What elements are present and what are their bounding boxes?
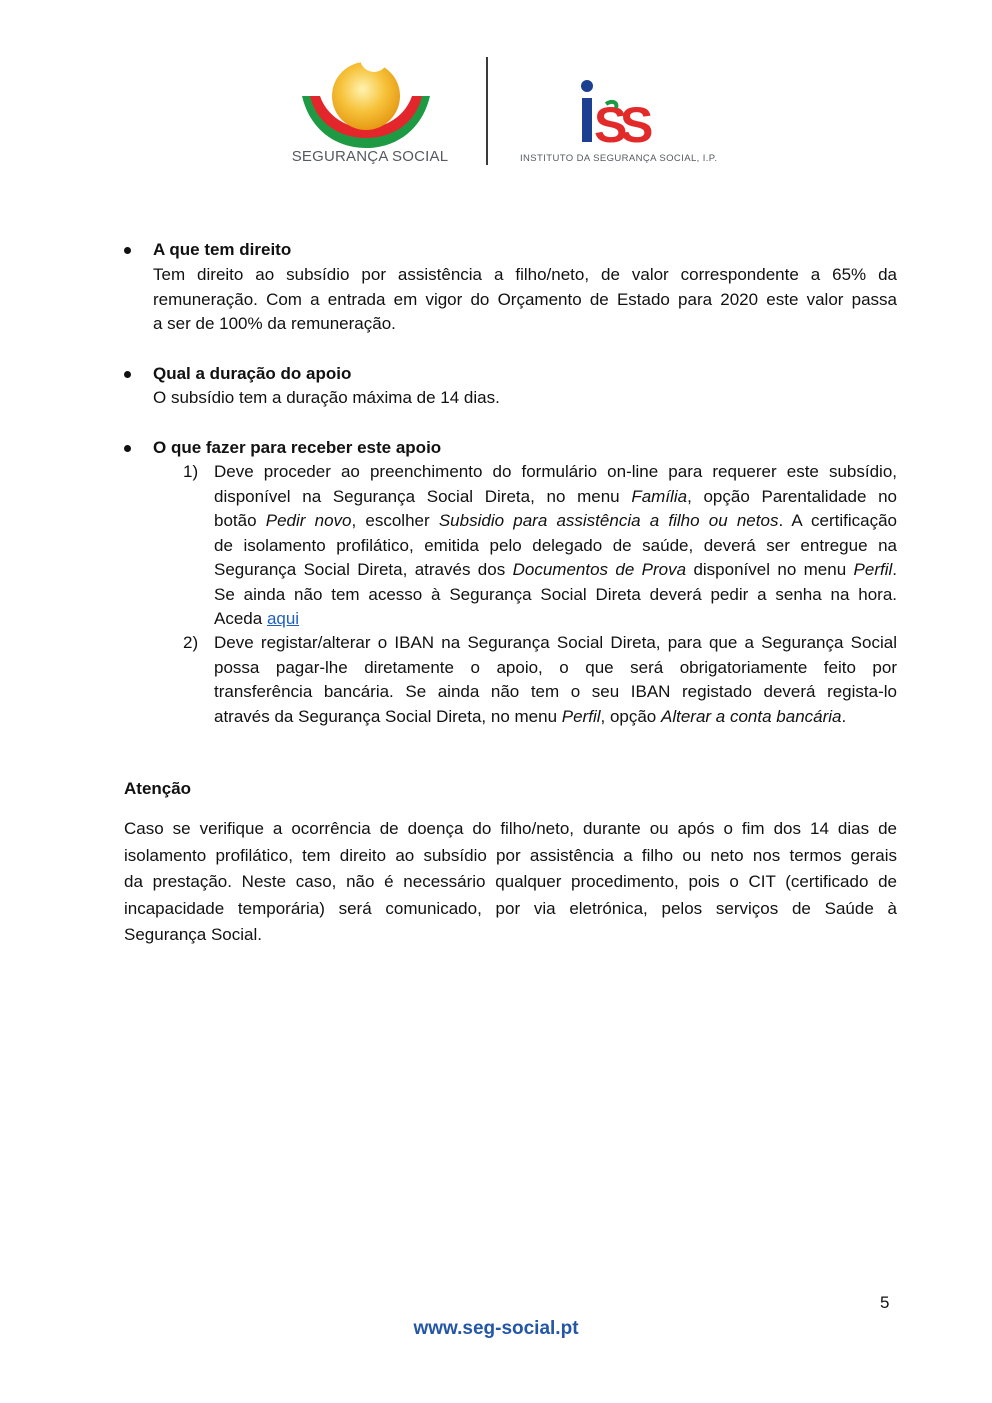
documentos-de-prova: Documentos de Prova: [512, 560, 687, 579]
paragraph-line: da prestação. Neste caso, não é necessário qualquer procedimento, pois o CIT (certificado de: [124, 872, 897, 891]
aqui-link[interactable]: aqui: [266, 609, 300, 628]
paragraph-line: Deve proceder ao preenchimento do formulário on-line para requerer este subsídio,: [214, 462, 897, 481]
svg-text:S: S: [620, 97, 654, 148]
section-body-direito: [153, 263, 897, 337]
paragraph-line: de isolamento profilático, emitida pelo delegado de saúde, deverá ser entregue na: [214, 535, 897, 555]
paragraph-line: a ser de 100% da remuneração.: [153, 314, 396, 333]
paragraph-line: Tem direito ao subsídio por assistência a filho/neto, de valor correspondente a 65% da: [153, 265, 897, 284]
footer-website-link[interactable]: www.seg-social.pt: [413, 1318, 579, 1339]
attention-body: [124, 816, 897, 949]
attention-heading: Atenção: [124, 779, 192, 798]
paragraph-line: botão Pedir novo, escolher Subsidio para assistência a filho ou netos. A certificação: [214, 511, 897, 530]
menu-perfil: Perfil: [853, 560, 893, 579]
paragraph-line: possa pagar-lhe diretamente o apoio, o que será obrigatoriamente feito por: [214, 657, 897, 677]
paragraph-line: através da Segurança Social Direta, no menu Perfil, opção Alterar a conta bancária.: [214, 706, 847, 726]
header-divider: [486, 57, 488, 165]
paragraph-line: remuneração. Com a entrada em vigor do Orçamento de Estado para 2020 este valor passa: [153, 289, 897, 309]
subsidio-option: Subsidio para assistência a filho ou netos: [438, 511, 779, 530]
paragraph-line: incapacidade temporária) será comunicado, por via eletrónica, pelos serviços de Saúde à: [124, 898, 897, 918]
step-1-text: [214, 460, 897, 632]
bullet-point: [123, 238, 135, 262]
step-2-text: [214, 631, 897, 729]
iss-logo-text: INSTITUTO DA SEGURANÇA SOCIAL, I.P.: [520, 153, 718, 164]
paragraph-line: Se ainda não tem acesso à Segurança Social Direta deverá pedir a senha na hora.: [214, 584, 897, 604]
iss-logo: [578, 78, 654, 148]
paragraph-line: Aceda aqui: [214, 609, 300, 628]
paragraph-line: Segurança Social.: [124, 925, 262, 944]
bullet-point: [123, 436, 135, 460]
section-body-duracao: [153, 386, 897, 411]
page-number: 5: [880, 1293, 890, 1312]
bullet-point: [123, 362, 135, 386]
paragraph-line: transferência bancária. Se ainda não tem o seu IBAN registado deverá regista-lo: [214, 682, 897, 701]
paragraph-line: O subsídio tem a duração máxima de 14 dias.: [153, 388, 500, 407]
step-number: 2): [183, 633, 199, 652]
seguranca-social-logo-text: SEGURANÇA SOCIAL: [291, 148, 449, 165]
paragraph-line: isolamento profilático, tem direito ao subsídio por assistência a filho ou neto nos termos gerais: [124, 845, 897, 865]
paragraph-line: Caso se verifique a ocorrência de doença do filho/neto, durante ou após o fim dos 14 dias de: [124, 819, 897, 838]
section-heading-direito: A que tem direito: [153, 240, 292, 259]
pedir-novo-label: Pedir novo: [265, 511, 352, 530]
step-number: 1): [183, 462, 199, 481]
paragraph-line: disponível na Segurança Social Direta, no menu Família, opção Parentalidade no: [214, 486, 897, 506]
menu-familia: Família: [631, 486, 688, 506]
paragraph-line: Segurança Social Direta, através dos Documentos de Prova disponível no menu Perfil.: [214, 560, 897, 579]
section-heading-duracao: Qual a duração do apoio: [153, 364, 352, 383]
svg-text:S: S: [594, 97, 628, 148]
paragraph-line: Deve registar/alterar o IBAN na Segurança Social Direta, para que a Segurança Social: [214, 633, 897, 652]
alterar-conta-option: Alterar a conta bancária: [661, 706, 842, 726]
section-heading-receber: O que fazer para receber este apoio: [153, 438, 442, 457]
menu-perfil: Perfil: [561, 706, 601, 726]
